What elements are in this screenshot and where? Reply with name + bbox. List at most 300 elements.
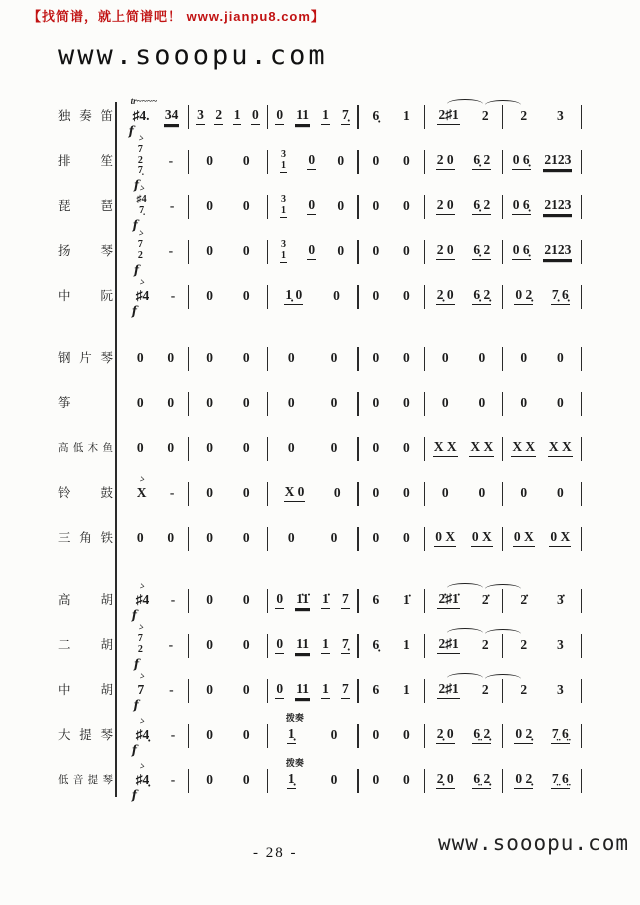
measure: [189, 441, 266, 457]
note: [402, 109, 411, 125]
note-text: -: [170, 591, 176, 607]
measure: [189, 638, 266, 654]
score-row: [58, 94, 582, 139]
note-text: 0 X: [434, 530, 456, 547]
note: [341, 637, 350, 654]
measure: [268, 351, 357, 367]
note: [169, 199, 176, 215]
note-text: 0: [206, 349, 213, 365]
score-row: [58, 668, 582, 713]
measure: [268, 758, 357, 789]
note: [133, 669, 146, 713]
note-text: 0: [206, 771, 213, 787]
note: [519, 396, 528, 412]
note-text: 11: [295, 637, 310, 654]
note: [336, 244, 345, 260]
note-text: 0 2̣: [514, 288, 533, 305]
staff-line: [117, 227, 582, 277]
note-text: 1̇1̇: [295, 592, 310, 609]
note: [131, 714, 151, 758]
technique-annotation: 拨奏: [285, 713, 304, 724]
note: [519, 351, 528, 367]
note-text: 0: [372, 439, 380, 455]
barline: [581, 105, 582, 129]
note: [336, 199, 345, 215]
measure: [189, 154, 266, 170]
note: [548, 440, 573, 457]
note: [512, 153, 531, 170]
note: [556, 351, 565, 367]
note-text: 7̣: [341, 108, 350, 125]
note-text: 0: [287, 529, 295, 545]
note: [166, 441, 175, 457]
measure: [359, 244, 424, 260]
note: [170, 773, 177, 789]
note-text: 0: [402, 349, 410, 365]
note-text: 0: [337, 197, 345, 213]
note: [275, 108, 284, 125]
note: [556, 683, 565, 699]
note-text: 0: [520, 484, 528, 500]
note-text: 6̤ 2̣: [472, 727, 491, 744]
measure: [503, 683, 580, 699]
measure: [503, 486, 580, 502]
measure: [359, 728, 424, 744]
barline: [581, 240, 582, 264]
barline: [581, 482, 582, 506]
note-text: 0: [251, 108, 260, 125]
note: [168, 154, 175, 170]
note-text: 0 6̣: [512, 153, 531, 170]
staff-line: [117, 182, 582, 232]
note-text: 0 X: [513, 530, 535, 547]
measure: [123, 621, 188, 671]
note-text: 0: [287, 394, 295, 410]
measure: [268, 531, 357, 547]
note: [275, 637, 284, 654]
note: [242, 486, 251, 502]
note: [205, 351, 214, 367]
note-text: 0: [206, 484, 213, 500]
note-text: 0: [275, 592, 284, 609]
note-text: -: [170, 771, 176, 787]
note-text: 0: [372, 349, 380, 365]
note-text: 0: [167, 349, 175, 365]
note: [402, 396, 411, 412]
note-text: 0: [402, 287, 410, 303]
note: [287, 351, 296, 367]
note: [205, 441, 214, 457]
note: [295, 637, 310, 654]
chord-note: [133, 621, 146, 671]
measure: [359, 683, 424, 699]
note-text: 0: [402, 439, 410, 455]
note-text: 0: [520, 349, 528, 365]
note: [436, 772, 455, 789]
note-text: 0: [287, 349, 295, 365]
note-text: 3̇: [556, 591, 564, 607]
note: [341, 682, 350, 699]
note: [402, 486, 411, 502]
note-text: 0: [556, 394, 564, 410]
note-text: -: [168, 242, 174, 258]
note-text: 0: [136, 394, 144, 410]
measure: [123, 759, 188, 803]
note: [321, 682, 330, 699]
measure: [425, 772, 502, 789]
note-text: 0: [330, 439, 338, 455]
note: [166, 396, 175, 412]
note-text: 2 0: [436, 243, 455, 260]
note-text: 0: [275, 108, 284, 125]
note: [556, 486, 565, 502]
note-text: 2: [520, 636, 528, 652]
note-text: 0 X: [549, 530, 571, 547]
note: [371, 683, 380, 699]
accent-mark: >: [138, 669, 146, 683]
note: [205, 683, 214, 699]
chord-tone: 1: [281, 249, 287, 261]
note: [371, 154, 380, 170]
note: [287, 396, 296, 412]
barline: [581, 437, 582, 461]
note-text: X 0: [284, 485, 306, 502]
note-text: 2♯1: [437, 108, 459, 125]
note: [136, 351, 145, 367]
measure: [503, 109, 580, 125]
measure: [503, 288, 580, 305]
note-text: 0: [136, 349, 144, 365]
note: [514, 772, 533, 789]
note: [469, 440, 494, 457]
note: [131, 759, 151, 803]
note-text: 0 6̣: [512, 243, 531, 260]
measure: [123, 182, 188, 232]
measure: [359, 773, 424, 789]
note-text: 0: [242, 287, 250, 303]
note-text: 1̇: [402, 591, 410, 607]
measure: [425, 592, 502, 609]
measure: [503, 772, 580, 789]
note-text: 11: [295, 682, 310, 699]
chord-tone: 2: [137, 250, 143, 261]
note: [166, 531, 175, 547]
measure: [268, 441, 357, 457]
watermark-top: www.sooopu.com: [58, 40, 328, 71]
note-text: 6̣: [372, 107, 380, 123]
note-text: 0: [402, 484, 410, 500]
measure: [359, 109, 424, 125]
note-text: 0: [402, 726, 410, 742]
note: [441, 486, 450, 502]
note-text: ♯4.: [132, 107, 150, 123]
note: [242, 244, 251, 260]
chord-note: [280, 150, 287, 174]
note-text: 2: [520, 681, 528, 697]
note-text: 0: [330, 349, 338, 365]
note: [295, 592, 310, 609]
note: [549, 530, 571, 547]
staff-line: [117, 578, 582, 623]
note-text: 0: [206, 287, 213, 303]
note: [477, 396, 486, 412]
note: [128, 95, 158, 139]
measure: [425, 682, 502, 699]
note: [242, 638, 251, 654]
measure: [359, 199, 424, 215]
note-text: [137, 240, 144, 263]
staff-line: [117, 94, 582, 139]
note: [519, 593, 528, 609]
measure: [268, 240, 357, 264]
note: [556, 593, 565, 609]
note: [477, 351, 486, 367]
note-text: 0: [275, 637, 284, 654]
note-text: 2: [214, 108, 223, 125]
accent-mark: >: [139, 759, 146, 773]
measure: [123, 131, 188, 193]
instrument-label: 独奏笛: [58, 108, 113, 123]
measure: [189, 199, 266, 215]
note-text: 1: [402, 107, 410, 123]
note: [514, 727, 533, 744]
note-text: 0 2̣: [514, 772, 533, 789]
dynamic-mark: f: [133, 178, 140, 193]
instrument-label: 大提琴: [58, 727, 113, 742]
note-text: 0: [330, 726, 338, 742]
promo-banner-text: 【找简谱，就上简谱吧！ www.jianpu8.com】: [28, 9, 325, 24]
note: [233, 108, 242, 125]
note-text: 7: [341, 682, 350, 699]
note: [168, 244, 175, 260]
note-text: 0: [478, 349, 486, 365]
note: [551, 772, 570, 789]
note: [307, 198, 316, 215]
note: [136, 472, 148, 502]
measure: [359, 396, 424, 412]
note: [433, 440, 458, 457]
note-text: 2: [520, 107, 528, 123]
note: [436, 243, 455, 260]
note: [196, 108, 205, 125]
dynamic-mark: f: [133, 262, 140, 277]
note: [136, 396, 145, 412]
measure: [359, 289, 424, 305]
note: [371, 773, 380, 789]
note-text: 0: [372, 771, 380, 787]
note-text: 0 6̣: [512, 198, 531, 215]
measure: [189, 351, 266, 367]
note-text: 0: [167, 439, 175, 455]
note-text: 0: [372, 287, 380, 303]
note: [472, 243, 491, 260]
note-text: -: [168, 152, 174, 168]
measure: [425, 153, 502, 170]
measure: [189, 728, 266, 744]
note: [330, 396, 339, 412]
note: [205, 638, 214, 654]
note-text: 2̣ 0: [436, 727, 455, 744]
note-text: [280, 150, 287, 174]
note-text: 2̇: [481, 591, 489, 607]
dynamic-mark: f: [131, 743, 137, 758]
note-text: 0: [520, 394, 528, 410]
note: [402, 441, 411, 457]
note: [481, 109, 490, 125]
note-text: X X: [469, 440, 494, 457]
note: [471, 530, 493, 547]
note: [251, 108, 260, 125]
measure: [123, 396, 188, 412]
note: [402, 728, 411, 744]
score-row: [58, 274, 582, 319]
chord-note: [133, 227, 146, 277]
measure: [189, 289, 266, 305]
dynamic-mark: f: [133, 656, 140, 671]
instrument-label: 高低木鱼: [58, 441, 113, 454]
note: [371, 728, 380, 744]
note-text: 0: [402, 152, 410, 168]
note: [519, 486, 528, 502]
note: [170, 728, 177, 744]
accent-mark: >: [138, 227, 146, 240]
measure: [503, 593, 580, 609]
note-text: 0: [242, 439, 250, 455]
accent-mark: >: [139, 714, 146, 728]
note: [519, 109, 528, 125]
note: [275, 592, 284, 609]
staff-line: [117, 713, 582, 758]
note: [285, 758, 304, 789]
note-text: 0: [242, 394, 250, 410]
note: [436, 153, 455, 170]
measure: [503, 198, 580, 215]
note-text: 1: [321, 637, 330, 654]
note-text: 3: [556, 636, 564, 652]
measure: [268, 288, 357, 305]
instrument-label: 低音提琴: [58, 773, 113, 786]
measure: [268, 713, 357, 744]
note: [371, 199, 380, 215]
note: [330, 531, 339, 547]
barline: [581, 589, 582, 613]
accent-mark: >: [138, 472, 146, 486]
note-text: 0: [167, 529, 175, 545]
score-row: [58, 758, 582, 803]
note: [242, 289, 251, 305]
staff-line: [117, 471, 582, 516]
score-row: [58, 578, 582, 623]
barline: [581, 392, 582, 416]
note-text: 0: [275, 682, 284, 699]
measure: [359, 351, 424, 367]
note: [285, 713, 304, 744]
measure: [359, 593, 424, 609]
note: [242, 531, 251, 547]
note: [402, 593, 411, 609]
note-text: 0: [330, 394, 338, 410]
score: [58, 94, 582, 803]
note: [513, 530, 535, 547]
note-text: 0: [441, 484, 449, 500]
note-text: 7̤ 6̤: [551, 727, 570, 744]
note-text: 2♯1: [437, 682, 459, 699]
note: [371, 351, 380, 367]
measure: [425, 108, 502, 125]
note: [242, 154, 251, 170]
note-text: 0: [206, 726, 213, 742]
note: [307, 153, 316, 170]
note: [402, 351, 411, 367]
score-row: [58, 227, 582, 277]
note: [371, 244, 380, 260]
instrument-label: 中胡: [58, 682, 113, 697]
note-text: 0: [136, 529, 144, 545]
note-text: 2123: [543, 198, 572, 215]
note-text: 7̤ 6̤: [551, 772, 570, 789]
note-text: ♯4: [135, 287, 150, 303]
chord-tone: 3: [281, 148, 287, 160]
chord-note: [280, 195, 287, 219]
note: [477, 486, 486, 502]
chord-tone: 7̣: [139, 205, 145, 216]
score-row: [58, 381, 582, 426]
note-text: -: [170, 726, 176, 742]
note-text: 2123: [543, 243, 572, 260]
note-text: 2 0: [436, 198, 455, 215]
note-text: 6: [372, 591, 380, 607]
note-text: 6̣ 2̣: [472, 288, 491, 305]
score-row: [58, 426, 582, 471]
note: [341, 592, 350, 609]
measure: [359, 441, 424, 457]
instrument-label: 三角铁: [58, 530, 113, 545]
note: [512, 198, 531, 215]
note: [321, 592, 330, 609]
note: [242, 441, 251, 457]
note: [472, 288, 491, 305]
note-text: 0: [242, 636, 250, 652]
score-row: [58, 713, 582, 758]
note: [402, 244, 411, 260]
note: [556, 109, 565, 125]
note: [287, 531, 296, 547]
note: [472, 727, 491, 744]
note: [371, 396, 380, 412]
note-text: 7̣ 6̣: [551, 288, 570, 305]
note-text: 2 0: [436, 153, 455, 170]
note: [242, 773, 251, 789]
note-text: 0: [242, 242, 250, 258]
measure: [503, 638, 580, 654]
note: [436, 288, 455, 305]
note: [330, 351, 339, 367]
note-text: 3: [556, 107, 564, 123]
note-text: 0: [372, 726, 380, 742]
note-text: -: [169, 197, 175, 213]
note: [168, 638, 175, 654]
measure: [425, 486, 502, 502]
note-text: ♯4̣: [135, 726, 150, 742]
note-text: [137, 145, 144, 178]
note-text: 1̣: [287, 727, 296, 744]
note-text: 7̣: [341, 637, 350, 654]
note-text: 34: [164, 108, 180, 125]
note-text: [137, 634, 144, 657]
note: [371, 109, 380, 125]
note-text: X X: [548, 440, 573, 457]
measure: [503, 351, 580, 367]
